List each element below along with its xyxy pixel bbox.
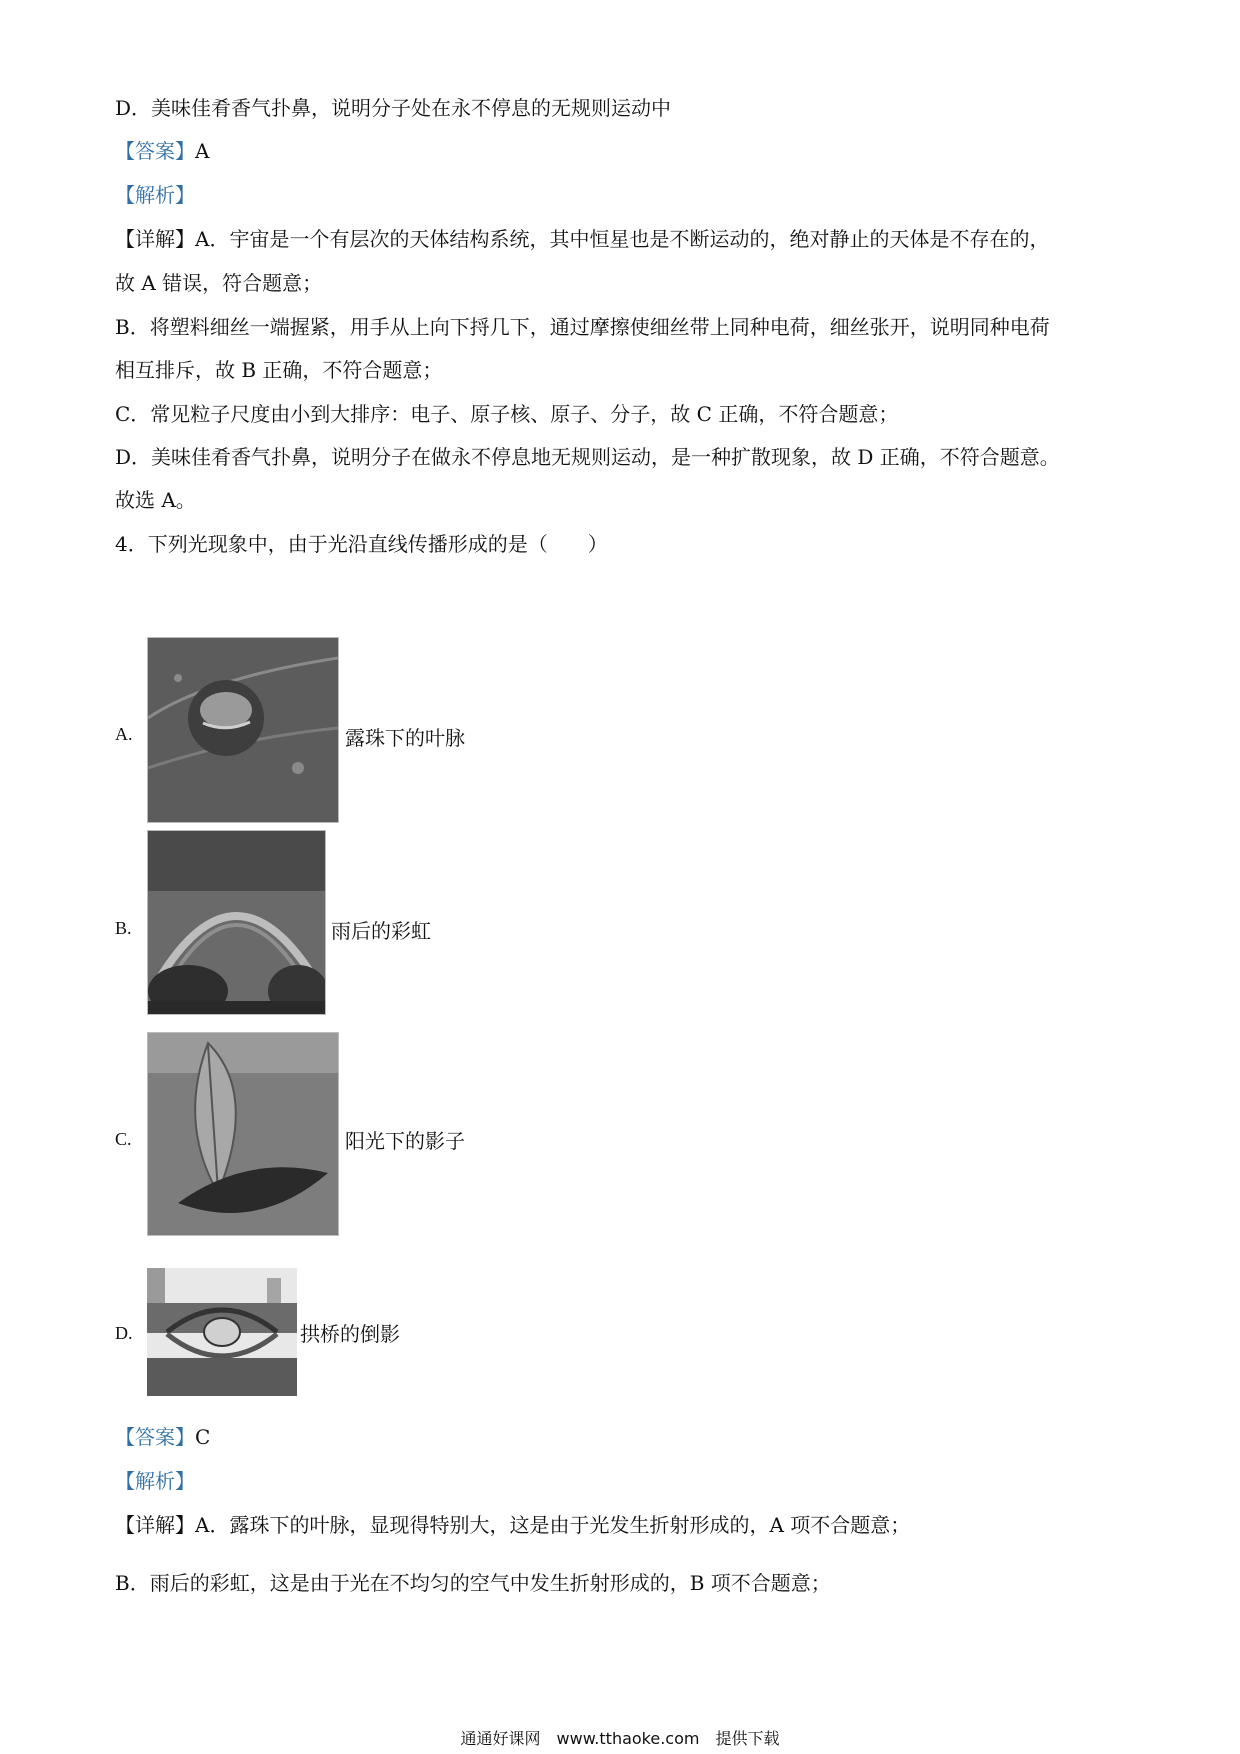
option-c-text: 阳光下的影子 [345,1129,465,1153]
option-d-text: 拱桥的倒影 [300,1322,400,1346]
option-a-text: 露珠下的叶脉 [345,726,465,750]
answer-line-1 [115,137,209,165]
answer-value-2: C [195,1425,211,1449]
answer-value: A [195,139,210,163]
detail-line-5: C．常见粒子尺度由小到大排序：电子、原子核、原子、分子，故 C 正确，不符合题意； [115,402,899,426]
detail-text-b1: A．露珠下的叶脉，显现得特别大，这是由于光发生折射形成的，A 项不合题意； [195,1513,911,1537]
prev-option-d: D．美味佳肴香气扑鼻，说明分子处在永不停息的无规则运动中 [115,96,672,120]
answer-tag-2: 【答案】 [115,1425,195,1449]
detail-line-6: D．美味佳肴香气扑鼻，说明分子在做永不停息地无规则运动，是一种扩散现象，故 D 正确，不符合题意。 [115,445,1060,469]
option-b-text: 雨后的彩虹 [331,919,431,943]
option-a-letter: A. [115,724,133,744]
arch-bridge-reflection-image [147,1268,297,1396]
detail-line-4: 相互排斥，故 B 正确，不符合题意； [115,358,443,382]
detail-tag-2: 【详解】 [115,1513,195,1537]
detail-line-b2: B．雨后的彩虹，这是由于光在不均匀的空气中发生折射形成的，B 项不合题意； [115,1571,831,1595]
detail-line-b1 [115,1511,910,1539]
analysis-tag: 【解析】 [115,183,195,207]
answer-tag: 【答案】 [115,139,195,163]
dewdrop-leaf-image [147,637,339,823]
detail-line-3: B．将塑料细丝一端握紧，用手从上向下捋几下，通过摩擦使细丝带上同种电荷，细丝张开，说明同种电荷 [115,315,1050,339]
option-b-letter: B. [115,918,132,938]
analysis-tag-2: 【解析】 [115,1469,195,1493]
question-4-stem: 4．下列光现象中，由于光沿直线传播形成的是（ ） [115,532,608,556]
detail-line-1 [115,225,1049,253]
leaf-shadow-image [147,1032,339,1236]
footer-credit: 通通好课网 www.tthaoke.com 提供下载 [460,1729,780,1748]
detail-tag: 【详解】 [115,227,195,251]
option-c-letter: C. [115,1129,132,1149]
detail-line-2: 故 A 错误，符合题意； [115,271,323,295]
answer-line-2 [115,1423,210,1451]
option-d-letter: D. [115,1323,133,1343]
conclusion: 故选 A。 [115,488,196,512]
rainbow-image [147,830,326,1015]
detail-text-1: A．宇宙是一个有层次的天体结构系统，其中恒星也是不断运动的，绝对静止的天体是不存在的， [195,227,1050,251]
